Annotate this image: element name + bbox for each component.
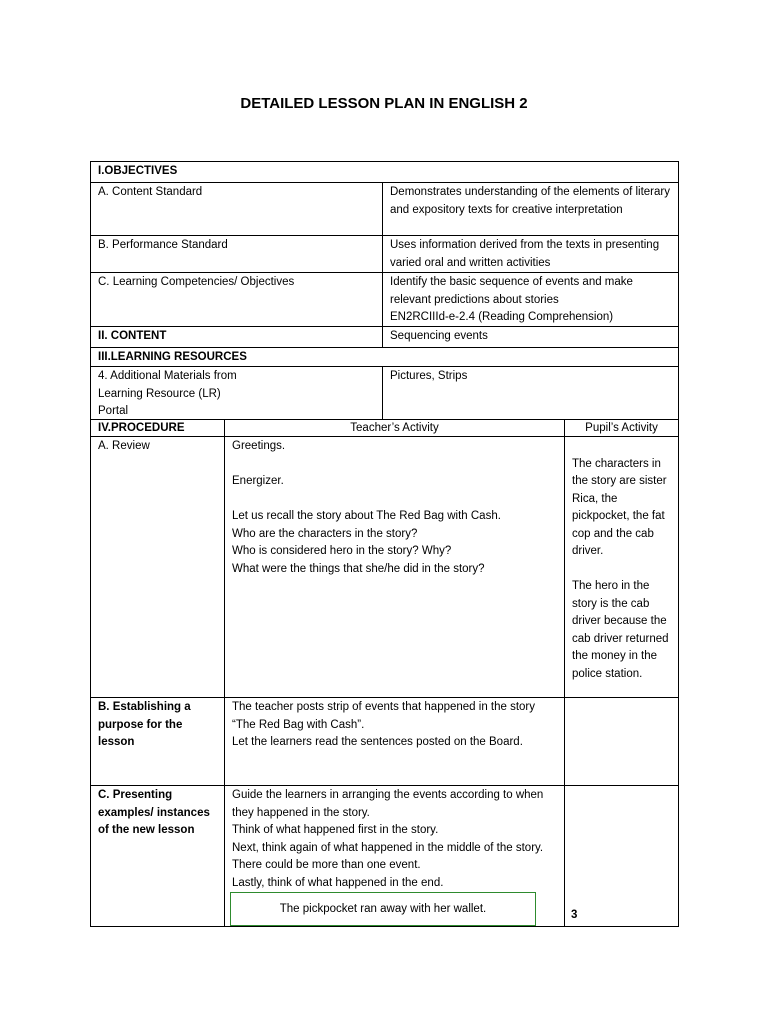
presenting-pupil-activity bbox=[564, 785, 679, 927]
learning-resources-heading: III.LEARNING RESOURCES bbox=[90, 347, 679, 367]
objectives-heading: I.OBJECTIVES bbox=[90, 161, 679, 183]
additional-materials-label: 4. Additional Materials from Learning Resource (LR) Portal bbox=[90, 366, 383, 420]
review-greetings: Greetings. bbox=[232, 440, 286, 452]
content-heading: II. CONTENT bbox=[90, 326, 383, 348]
teacher-activity-header: Teacher’s Activity bbox=[224, 419, 565, 437]
competencies-label: C. Learning Competencies/ Objectives bbox=[90, 272, 383, 327]
page-number: 3 bbox=[571, 909, 578, 921]
establishing-pupil-activity bbox=[564, 697, 679, 786]
review-teacher-activity bbox=[224, 436, 565, 698]
establishing-label: B. Establishing a purpose for the lesson bbox=[90, 697, 225, 786]
pupil-answer-hero: The hero in the story is the cab driver because the cab driver returned the money in the police station. bbox=[572, 580, 669, 680]
review-question-3: What were the things that she/he did in the story? bbox=[232, 562, 485, 575]
presenting-label: C. Presenting examples/ instances of the new lesson bbox=[90, 785, 225, 927]
content-standard-label: A. Content Standard bbox=[90, 182, 383, 236]
establishing-line-2: Let the learners read the sentences posted on the Board. bbox=[232, 736, 523, 748]
competencies-code: EN2RCIIId-e-2.4 (Reading Comprehension) bbox=[390, 311, 614, 323]
page-title: DETAILED LESSON PLAN IN ENGLISH 2 bbox=[240, 95, 528, 112]
presenting-line-1: Guide the learners in arranging the events according to when they happened in the story. bbox=[232, 789, 544, 819]
presenting-line-3: Next, think again of what happened in the middle of the story. There could be more than one event. bbox=[232, 841, 544, 871]
content-value: Sequencing events bbox=[382, 326, 679, 348]
performance-standard-value: Uses information derived from the texts in presenting varied oral and written activities bbox=[382, 235, 679, 273]
pupil-answer-characters: The characters in the story are sister Rica, the pickpocket, the fat cop and the cab driver. bbox=[572, 457, 667, 557]
competencies-text: Identify the basic sequence of events and make relevant predictions about stories bbox=[390, 276, 633, 306]
pupil-activity-header: Pupil’s Activity bbox=[564, 419, 679, 437]
competencies-value bbox=[382, 272, 679, 327]
presenting-line-2: Think of what happened first in the story. bbox=[232, 824, 439, 836]
additional-materials-value: Pictures, Strips bbox=[382, 366, 679, 420]
content-standard-value: Demonstrates understanding of the elements of literary and expository texts for creative interpretation bbox=[382, 182, 679, 236]
review-energizer: Energizer. bbox=[232, 475, 284, 487]
establishing-line-1: The teacher posts strip of events that happened in the story “The Red Bag with Cash”. bbox=[232, 701, 536, 731]
review-question-1: Who are the characters in the story? bbox=[232, 527, 418, 540]
review-label: A. Review bbox=[90, 436, 225, 698]
performance-standard-label: B. Performance Standard bbox=[90, 235, 383, 273]
presenting-line-4: Lastly, think of what happened in the end. bbox=[232, 876, 444, 889]
review-recall: Let us recall the story about The Red Bag with Cash. bbox=[232, 510, 501, 522]
procedure-heading: IV.PROCEDURE bbox=[90, 419, 225, 437]
establishing-teacher-activity bbox=[224, 697, 565, 786]
review-question-2: Who is considered hero in the story? Why? bbox=[232, 545, 452, 557]
event-strip: The pickpocket ran away with her wallet. bbox=[230, 892, 536, 926]
review-pupil-activity bbox=[564, 436, 679, 698]
